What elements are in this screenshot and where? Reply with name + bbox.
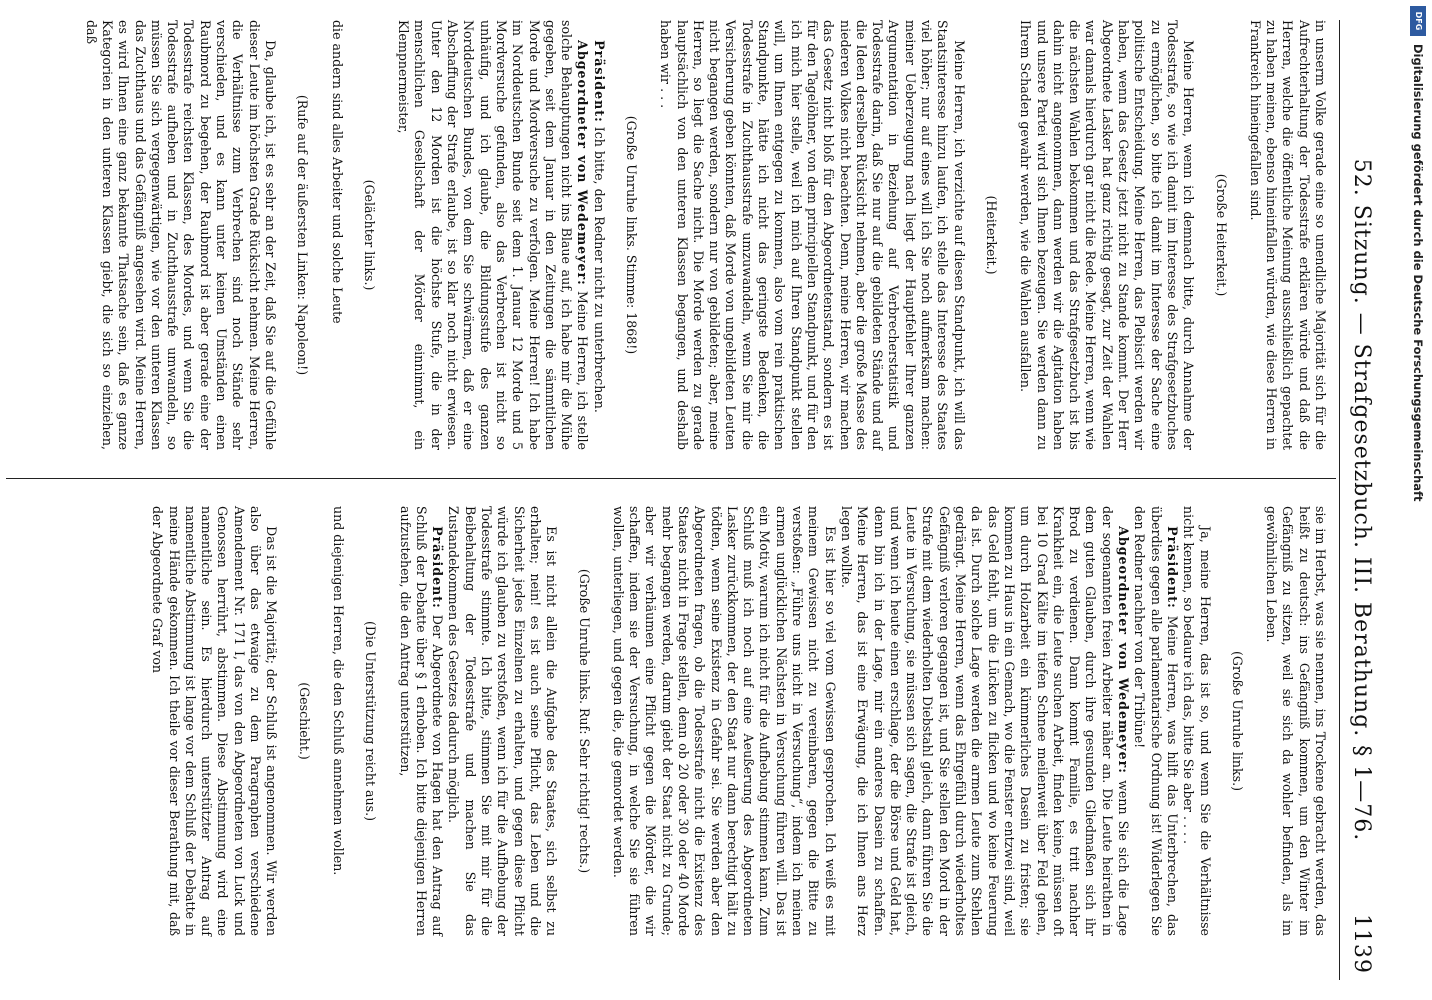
paragraph: Meine Herren, ich verzichte auf diesen Standpunkt, ich will das Staatsinteresse hinzu laufen, ich stelle das Interesse des Staates viel höher; nur auf eines will ich Sie noch aufmerksam machen: meiner Ueberzeugung nach liegt der Hauptfehler Ihrer ganzen Argumentation in Beziehung auf Verbrecherstatistik und Todesstrafe darin, daß Sie nur auf die gebildeten Stände und auf die Ideen derselben Rücksicht nehmen, aber die große Masse des niederen Volkes nicht beachten. Denn, meine Herren, wir machen das Gesetz nicht bloß für den Abgeordnetenstand, sondern es ist für den Tagelöhner, von dem principiellen Standpunkt, und für den ich mich hier stelle, weil ich mich auf Ihren Standpunkt stellen will, um Ihnen entgegen zu kommen, also vom rein praktischen Standpunkte, hätte ich nicht das geringste Bedenken, die Todesstrafe in Zuchthausstrafe umzuwandeln, wenn Sie mir die Versicherung geben könnten, daß Morde von ungebildeten Leuten nicht begangen werden, sondern nur von gebildeten; aber, meine Herren, so liegt die Sache nicht. Die Morde werden zu gerade hauptsächlich von den unteren Klassen begangen, und deshalb haben wir . . . [658,20,967,450]
page-number: 1139 [1349,914,1374,974]
running-title: 52. Sitzung. — Strafgesetzbuch. III. Berathung. § 1—76. [1349,158,1374,842]
paragraph: sie im Herbst, was sie nennen, ins Trockene gebracht werden, das heißt zu deutsch: ins Gefängniß kommen, um den Winter im Gefängniß zu sitzen, weil sie sich da wohler befinden, als im gewöhnlichen Leben. [1264,506,1328,936]
stage-direction: (Große Unruhe links. Ruf: Sehr richtig! rechts.) [576,568,592,874]
stage-direction: (Geschieht.) [296,682,312,760]
paragraph: Da, glaube ich, ist es sehr an der Zeit, daß Sie auf die Gefühle dieser Leute im höchsten Grade Rücksicht nehmen. Meine Herren, die Verhältnisse zum Verbrechen sind noch Stände sehr verschieden, und es kann unter keinen Umständen einen Raubmord zu begehen, der Raubmord ist aber gerade eine der Todesstrafe reichsten Klassen, des Mordes, und wenn Sie die Todesstrafe aufheben und in Zuchthausstrafe umwandeln, so müssen Sie sich vergegenwärtigen, wie vor den unteren Klassen das Zuchthaus und das Gefängniß angesehen wird. Meine Herren, es wird Ihnen eine ganz bekannte Thatsache sein, daß es ganze Kategorien in den unteren Klassen giebt, die sich so einziehen, daß [83,20,278,450]
stage-direction: (Große Unruhe links. Stimme: 1868!) [624,115,640,355]
left-column [82,20,1328,450]
paragraph: in unserm Volke gerade eine so unendliche Majorität sich für die Aufrechterhaltung der Todesstrafe erklären würde und daß die Herren, welche die öffentliche Meinung ausschließlich gepachtet zu haben meinen, ebenso hineinfallen würden, wie diese Herren in Frankreich hineingefallen sind. [1247,20,1328,450]
paragraph: Ja, meine Herren, das ist so, und wenn Sie die Verhältnisse nicht kennen, so bedaure ich das, bitte Sie aber . . . . [1181,506,1213,936]
speaker-name: Abgeordneter von Wedemeyer: [1116,526,1132,774]
speaker-name: Präsident: [430,526,446,609]
stage-direction: (Gelächter links.) [361,179,377,291]
stage-direction: (Rufe auf der äußersten Linken: Napoleon!) [295,94,311,376]
paragraph: Präsident: Ich bitte, den Redner nicht zu unterbrechen. [591,40,607,413]
paragraph: Präsident: Meine Herren, was hilft das Unterbrechen, das überdies gegen alle parlamentarische Ordnung ist! Widerlegen Sie den Redner nachher von der Tribüne! [1132,506,1180,936]
page-header [1339,20,1380,980]
rotated-page [0,20,1380,980]
paragraph: Es ist nicht allein die Aufgabe des Staates, sich selbst zu erhalten; nein! es ist auch seine Pflicht, das Leben und die Sicherheit jedes Einzelnen zu erhalten, und gegen diese Pflicht würde ich glauben zu verstoßen, wenn ich für die Aufhebung der Todesstrafe stimmte. Ich bitte, stimmen Sie mit mir für die Beibehaltung der Todesstrafe und machen Sie das Zustandekommen des Gesetzes dadurch möglich. [446,506,560,936]
stage-direction: (Große Heiterkeit.) [1213,173,1229,297]
column-divider [6,478,1336,479]
stage-direction: (Die Unterstützung reicht aus.) [363,620,379,822]
speaker-name: Präsident: [591,40,607,123]
paragraph: die andern sind alles Arbeiter und solche Leute [329,20,345,324]
paragraph: und diejenigen Herren, die den Schluß annehmen wollen. [330,506,346,876]
stage-direction: (Große Unruhe links.) [1229,650,1245,792]
speaker-name: Abgeordneter von Wedemeyer: [575,40,591,286]
paragraph: Präsident: Der Abgeordnete von Hagen hat den Antrag auf Schluß der Debatte über § 1 erhoben. Ich bitte diejenigen Herren aufzustehen, die den Antrag unterstützen, [397,506,446,936]
dfg-notice [1407,6,1429,996]
dfg-logo-text: DFG [1414,11,1423,31]
paragraph: Das ist die Majorität; der Schluß ist angenommen. Wir werden also über das etwaige zu dem Paragraphen verschiedene Amendement Nr. 171 I, das von den Abgeordneten von Luck und Genossen herrührt, abstimmen. Diese Abstimmung wird eine namentliche sein. Es hierdurch unterstützter Antrag auf namentliche Abstimmung ist lange vor dem Schluß der Debatte in meine Hände gekommen. Ich theile vor dieser Berathung mit, daß der Abgeordnete Graf von [150,506,280,936]
paragraph: Meine Herren, wenn ich demnach bitte, durch Annahme der Todesstrafe, so wie ich damit im Interesse des Strafgesetzbuches zu ermöglichen, so bitte ich damit im Interesse der Sache eine politische Entscheidung. Meine Herren, das Plebiscit werden wir haben, wenn das Gesetz jetzt nicht zu Stande kommt. Der Herr Abgeordnete Lasker hat ganz richtig gesagt, zur Zeit der Wahlen war damals hierdurch gar nicht die Rede. Meine Herren, wenn wie die nächsten Wahlen bekommen und das Strafgesetzbuch ist bis dahin nicht angenommen, dann werden wir die Agitation haben und unsere Partei wird sich Ihnen bezeugen. Sie werden dann zu Ihrem Schaden gewahr werden, wie die Wahlen ausfallen. [1018,20,1197,450]
paragraph: Es ist hier so viel vom Gewissen gesprochen. Ich weiß es mit meinem Gewissen nicht zu vereinbaren, gegen die Bitte zu verstoßen: „Führe uns nicht in Versuchung“, indem ich meinen armen unglücklichen Nächsten in Versuchung führen will. Das ist ein Motiv, warum ich nicht für die Aufhebung stimmen kann. Zum Schluß muß ich noch auf eine Aeußerung des Abgeordneten Lasker zurückkommen, der den Staat nur dann berechtigt hält zu tödten, wenn seine Existenz in Gefahr sei. Sie werden aber den Abgeordneten fragen, ob die Todesstrafe nicht die Existenz des Staates nicht in Frage stellen, denn ob 20 oder 30 oder 40 Morde mehr begangen werden, darum giebt der Staat nicht zu Grunde; aber wir verhäumen eine Pflicht gegen die Mörder, die wir schaffen, indem sie der Versuchung, in welche Sie sie führen wollen, unterliegen, und gegen die, die gemordet werden. [610,506,838,936]
right-column [149,506,1328,936]
dfg-notice-text: Digitalisierung gefördert durch die Deutsche Forschungsgemeinschaft [1411,44,1425,502]
stage-direction: (Heiterkeit.) [983,195,999,275]
speaker-name: Präsident: [1164,526,1180,609]
paragraph: Abgeordneter von Wedemeyer: wenn Sie sich die Lage der sogenannten freien Arbeiter näher an. Die Leute heirathen in dem guten Glauben, durch ihre gesunden Gliedmaßen sich ihr Brod zu verdienen. Dann kommt Familie, es tritt nachher Krankheit ein, die Leute suchen Arbeit, finden keine, müssen oft bei 10 Grad Kälte im tiefen Schnee meilenweit über Feld gehen, um durch Holzarbeit ein kümmerliches Dasein zu fristen; sie kommen zu Haus in ein Gemach, wo die Fenster entzwei sind, weil das Geld fehlt, um die Lücken zu flicken und wo keine Feuerung da ist. Durch solche Lage werden die armen Leute zum Stehlen gedrängt. Meine Herren, wenn das Ehrgefühl durch wiederholtes Gefängniß verloren gegangen ist, und Sie stellen den Mord in der Strafe mit dem wiederholten Diebstahl gleich, dann führen Sie die Leute in Versuchung, sie müssen sich sagen, die Strafe ist gleich, und wenn ich heute einen erschlage, der die Börse und Geld hat, denn bin ich in der Lage, mir ein anderes Dasein zu schaffen. Meine Herren, das ist eine Erwägung, die ich Ihnen ans Herz legen wollte. [838,506,1132,936]
paragraph: Abgeordneter von Wedemeyer: Meine Herren, ich stelle solche Behauptungen nicht ins Blaue auf, ich habe mir die Mühe gegeben, seit dem Januar in den Zeitungen die sämmtlichen Morde und Mordversuche zu verfolgen. Meine Herren! Ich habe im Norddeutschen Bunde seit dem 1. Januar 12 Morde und 5 Mordversuche gefunden, also das Verbrechen ist nicht so unhäufig, und ich glaube, die Bildungsstufe des ganzen Norddeutschen Bundes, von dem Sie schwärmen, daß er eine Abschaffung der Strafe erlaube, ist so klar noch nicht erwiesen. Unter den 12 Morden ist die höchste Stufe, die in der menschlichen Gesellschaft der Mörder einnimmt, ein Klempnermeister, [396,20,591,450]
